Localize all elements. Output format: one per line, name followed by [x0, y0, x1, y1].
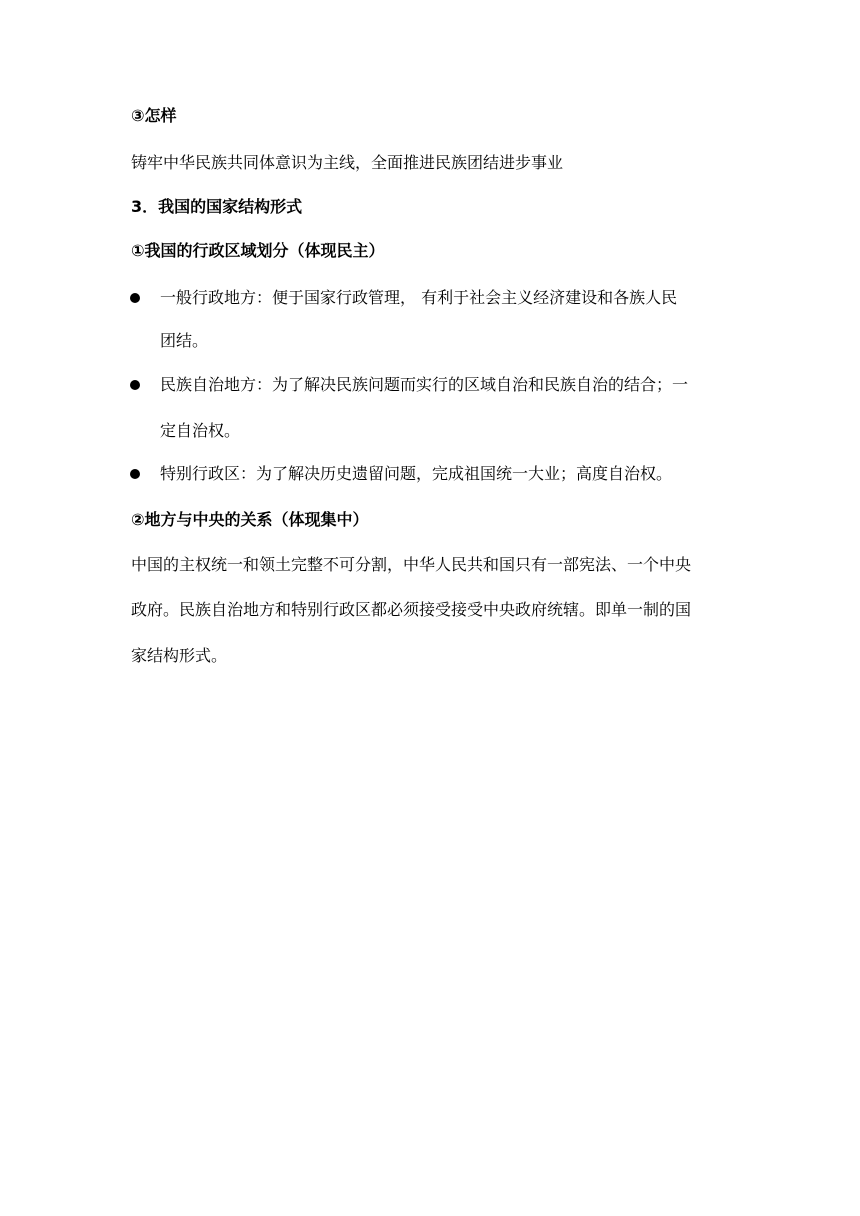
section-3-title: 3．我国的国家结构形式	[131, 197, 303, 216]
paragraph-relation-line-3: 家结构形式。	[131, 646, 228, 665]
heading-how: ③怎样	[131, 106, 177, 125]
bullet-2-line-2: 定自治权。	[160, 421, 241, 440]
bullet-icon	[130, 293, 140, 303]
paragraph-relation-line-2: 政府。民族自治地方和特别行政区都必须接受接受中央政府统辖。即单一制的国	[131, 600, 692, 619]
subheading-administrative-division: ①我国的行政区域划分（体现民主）	[131, 241, 385, 260]
subheading-central-local-relation: ②地方与中央的关系（体现集中）	[131, 510, 369, 529]
bullet-2-line-1: 民族自治地方：为了解决民族问题而实行的区域自治和民族自治的结合；一	[160, 375, 689, 394]
bullet-icon	[130, 380, 140, 390]
bullet-1-line-2: 团结。	[160, 331, 209, 350]
bullet-icon	[130, 469, 140, 479]
paragraph-relation-line-1: 中国的主权统一和领土完整不可分割，中华人民共和国只有一部宪法、一个中央	[131, 555, 692, 574]
bullet-3-line-1: 特别行政区：为了解决历史遗留问题，完成祖国统一大业；高度自治权。	[160, 464, 673, 483]
bullet-1-line-1: 一般行政地方：便于国家行政管理， 有利于社会主义经济建设和各族人民	[160, 288, 678, 307]
paragraph-how: 铸牢中华民族共同体意识为主线，全面推进民族团结进步事业	[131, 153, 564, 172]
